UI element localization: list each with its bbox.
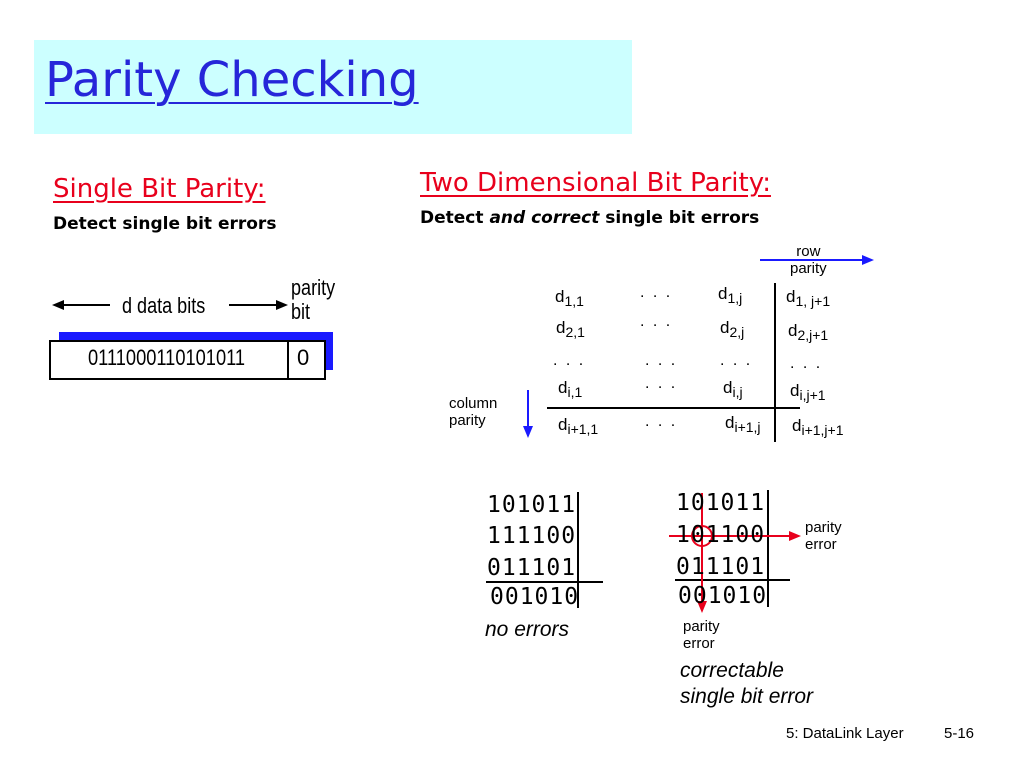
row-error-arrowhead bbox=[789, 531, 801, 541]
matrix-cell-i-j: $d_{i,j}$ bbox=[723, 378, 743, 400]
example-ok-row: 011101 bbox=[487, 555, 577, 581]
row-parity-label: row parity bbox=[790, 243, 827, 277]
column-parity-error-label: parity error bbox=[683, 618, 720, 652]
parity-bit-label: parity bit bbox=[291, 275, 336, 324]
matrix-dots: . . . bbox=[645, 352, 678, 369]
data-bits-value: 0111000110101011 bbox=[88, 345, 246, 370]
example-ok-row: 101011 bbox=[487, 492, 577, 518]
matrix-cell-i1-1: $d_{i+1,1}$ bbox=[558, 415, 599, 437]
page-title: Parity Checking bbox=[45, 52, 419, 108]
correctable-caption: correctable bbox=[680, 659, 784, 682]
example-err-row: 001010 bbox=[678, 583, 768, 609]
row-parity-arrowhead bbox=[862, 255, 874, 265]
matrix-cell-2-j1: $d_{2,j+1}$ bbox=[788, 321, 829, 343]
column-parity-arrowhead bbox=[523, 426, 533, 438]
matrix-cell-i-j1: $d_{i,j+1}$ bbox=[790, 381, 826, 403]
matrix-cell-1-1: $d_{1,1}$ bbox=[555, 287, 584, 309]
matrix-cell-1-j: $d_{1,j}$ bbox=[718, 284, 743, 306]
data-bits-label: d data bits bbox=[122, 293, 206, 318]
row-parity-error-label: parity error bbox=[805, 519, 842, 553]
footer-chapter: 5: DataLink Layer bbox=[786, 725, 904, 742]
example-ok-row: 001010 bbox=[490, 584, 580, 610]
single-bit-error-caption: single bit error bbox=[680, 685, 814, 708]
matrix-dots: . . . bbox=[553, 352, 586, 369]
matrix-dots: . . . bbox=[720, 352, 753, 369]
parity-bit-value: 0 bbox=[297, 345, 310, 370]
matrix-dots: . . . bbox=[645, 413, 678, 430]
example-err-row: 101100 bbox=[676, 522, 766, 548]
two-dim-heading: Two Dimensional Bit Parity: bbox=[420, 168, 771, 198]
matrix-cell-i1-j1: $d_{i+1,j+1}$ bbox=[792, 416, 844, 438]
matrix-cell-i-1: $d_{i,1}$ bbox=[558, 378, 583, 400]
example-err-row: 101011 bbox=[676, 490, 766, 516]
two-dim-subtitle: Detect and correct single bit errors bbox=[420, 208, 760, 228]
example-err-row: 011101 bbox=[676, 554, 766, 580]
single-parity-heading: Single Bit Parity: bbox=[53, 174, 266, 204]
footer-page-number: 5-16 bbox=[944, 725, 975, 742]
example-ok-caption: no errors bbox=[485, 618, 570, 641]
matrix-dots: . . . bbox=[645, 375, 678, 392]
matrix-cell-i1-j: $d_{i+1,j}$ bbox=[725, 413, 761, 435]
single-parity-subtitle: Detect single bit errors bbox=[53, 214, 277, 234]
matrix-dots: . . . bbox=[640, 284, 673, 301]
example-ok-row: 111100 bbox=[487, 523, 577, 549]
left-arrowhead bbox=[52, 300, 64, 310]
right-arrowhead bbox=[276, 300, 288, 310]
matrix-cell-1-j1: $d_{1, j+1}$ bbox=[786, 287, 831, 309]
matrix-cell-2-1: $d_{2,1}$ bbox=[556, 318, 585, 340]
matrix-cell-2-j: $d_{2,j}$ bbox=[720, 318, 745, 340]
column-parity-label: column parity bbox=[449, 395, 498, 429]
matrix-dots: . . . bbox=[640, 313, 673, 330]
matrix-dots: . . . bbox=[790, 355, 823, 372]
